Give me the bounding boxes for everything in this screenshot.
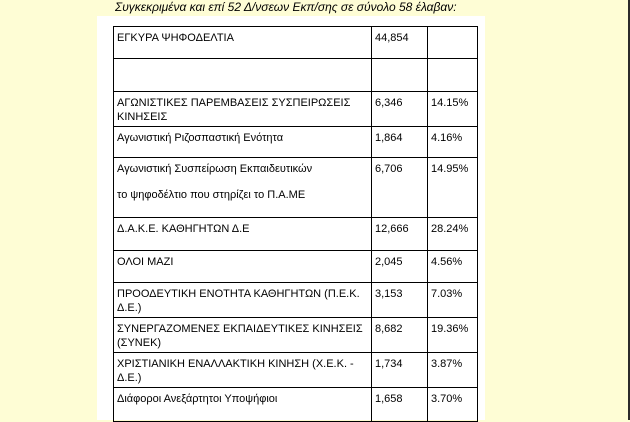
party-name: ΠΡΟΟΔΕΥΤΙΚΗ ΕΝΟΤΗΤΑ ΚΑΘΗΓΗΤΩΝ (Π.Ε.Κ. Δ.Ε.) [114,283,372,318]
percentage-cell [428,59,478,92]
party-name: Αγωνιστική Ριζοσπαστική Ενότητα [114,127,372,158]
table-row [114,218,478,251]
percentage-cell: 7.03% [428,283,478,318]
party-name: ΕΓΚΥΡΑ ΨΗΦΟΔΕΛΤΙΑ [114,27,372,59]
percentage-cell: 3.70% [428,388,478,422]
table-row [114,27,478,59]
table-row [114,353,478,388]
party-name: ΧΡΙΣΤΙΑΝΙΚΗ ΕΝΑΛΛΑΚΤΙΚΗ ΚΙΝΗΣΗ (Χ.Ε.Κ. - Δ.Ε.) [114,353,372,388]
party-name [114,158,372,218]
votes-cell: 1,658 [372,388,428,422]
votes-cell: 2,045 [372,251,428,283]
percentage-cell: 14.95% [428,158,478,218]
votes-cell: 1,864 [372,127,428,158]
votes-cell [372,59,428,92]
table-row [114,388,478,422]
party-name: ΟΛΟΙ ΜΑΖΙ [114,251,372,283]
table-row [114,92,478,127]
table-row [114,318,478,353]
table-row [114,283,478,318]
party-name-line2: το ψηφοδέλτιο που στηρίζει το Π.Α.ΜΕ [117,189,306,201]
votes-cell: 6,706 [372,158,428,218]
party-name [114,59,372,92]
percentage-cell [428,27,478,59]
party-name: ΣΥΝΕΡΓΑΖΟΜΕΝΕΣ ΕΚΠΑΙΔΕΥΤΙΚΕΣ ΚΙΝΗΣΕΙΣ (ΣΥΝΕΚ) [114,318,372,353]
percentage-cell: 4.16% [428,127,478,158]
table-row [114,251,478,283]
table-row [114,127,478,158]
table-row [114,59,478,92]
percentage-cell: 19.36% [428,318,478,353]
percentage-cell: 14.15% [428,92,478,127]
party-name-line1: Αγωνιστική Συσπείρωση Εκπαιδευτικών [117,163,313,175]
votes-cell: 8,682 [372,318,428,353]
votes-cell: 3,153 [372,283,428,318]
table-row [114,158,478,218]
percentage-cell: 4.56% [428,251,478,283]
results-table [113,26,478,422]
intro-text: Συγκεκριμένα και επί 52 Δ/νσεων Εκπ/σης σε σύνολο 58 έλαβαν: [115,0,457,14]
party-name: Δ.Α.Κ.Ε. ΚΑΘΗΓΗΤΩΝ Δ.Ε [114,218,372,251]
party-name: ΑΓΩΝΙΣΤΙΚΕΣ ΠΑΡΕΜΒΑΣΕΙΣ ΣΥΣΠΕΙΡΩΣΕΙΣ ΚΙΝΗΣΕΙΣ [114,92,372,127]
votes-cell: 12,666 [372,218,428,251]
votes-cell: 44,854 [372,27,428,59]
percentage-cell: 3.87% [428,353,478,388]
percentage-cell: 28.24% [428,218,478,251]
party-name: Διάφοροι Ανεξάρτητοι Υποψήφιοι [114,388,372,422]
votes-cell: 6,346 [372,92,428,127]
votes-cell: 1,734 [372,353,428,388]
